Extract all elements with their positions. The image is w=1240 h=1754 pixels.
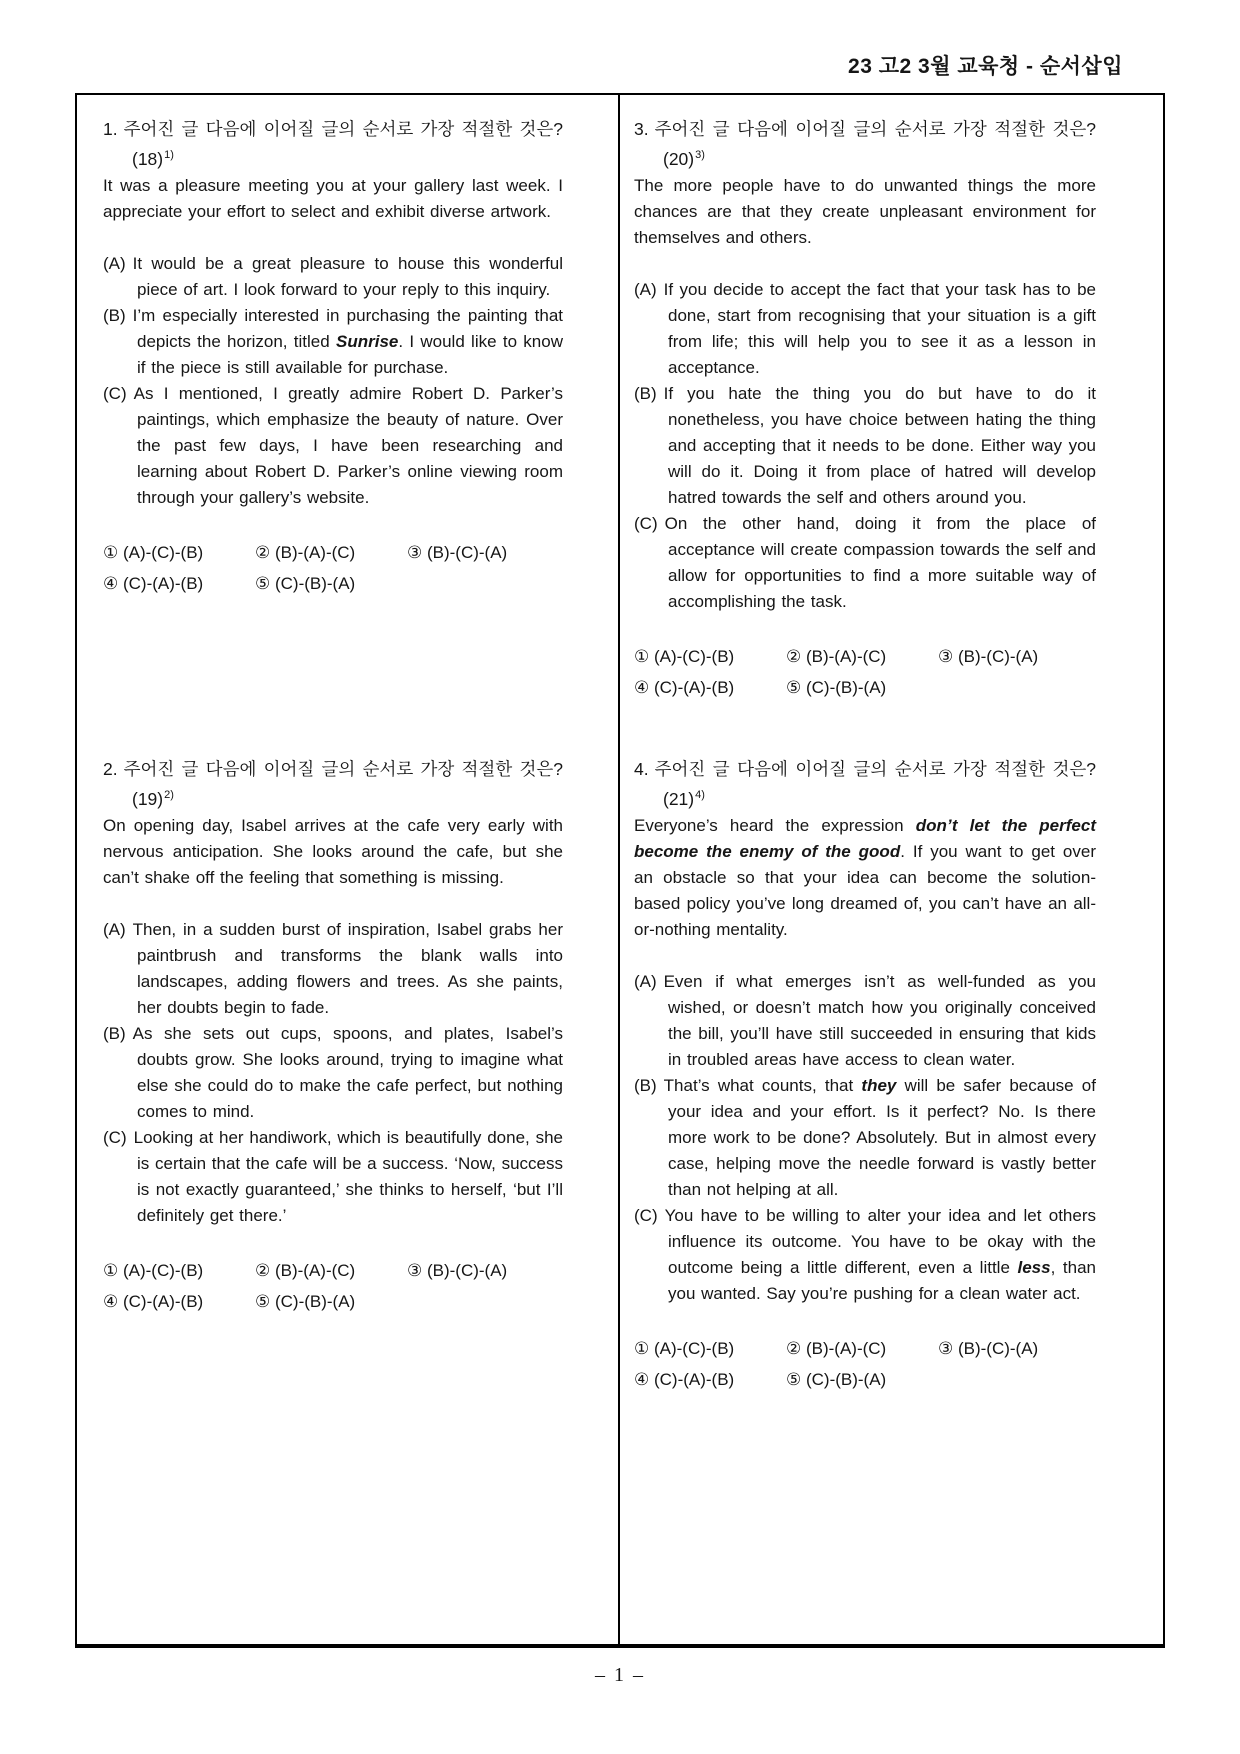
- emphasized-text: they: [861, 1075, 897, 1095]
- question-number: 1.: [103, 119, 118, 139]
- exam-sheet: [75, 93, 1165, 1648]
- emphasized-text: Sunrise: [336, 331, 399, 351]
- item-a: [634, 969, 1096, 1073]
- choice-option-2: ② (B)-(A)-(C): [255, 542, 356, 562]
- choice-option-5: ⑤ (C)-(B)-(A): [786, 677, 887, 697]
- choice-option-1: ① (A)-(C)-(B): [634, 1338, 735, 1358]
- choice-option-2: ② (B)-(A)-(C): [786, 1338, 887, 1358]
- question-ref: (19): [132, 788, 164, 809]
- choice-option-1: ① (A)-(C)-(B): [103, 1260, 204, 1280]
- choice-option-2: ② (B)-(A)-(C): [255, 1260, 356, 1280]
- choice-option-3: ③ (B)-(C)-(A): [407, 542, 508, 562]
- item-label: (B): [634, 383, 657, 403]
- item-text: As I mentioned, I greatly admire Robert D. Parker’s paintings, which emphasize the beauty of nature. Over the past few days, I have been researching and learning about Robert D. Parker’s online viewing room through your gallery’s website.: [133, 383, 563, 507]
- item-b: [103, 1021, 563, 1125]
- item-c: [634, 1203, 1096, 1307]
- choice-row: [634, 1333, 1096, 1364]
- choice-option-1: ① (A)-(C)-(B): [103, 542, 204, 562]
- question-prompt: 주어진 글 다음에 이어질 글의 순서로 가장 적절한 것은?: [123, 759, 563, 779]
- passage-items: [103, 917, 563, 1229]
- item-a: [103, 917, 563, 1021]
- passage-items: [103, 251, 563, 511]
- choice-option-5: ⑤ (C)-(B)-(A): [255, 573, 356, 593]
- question-header: [103, 756, 563, 812]
- answer-choices: [103, 1255, 563, 1317]
- item-label: (A): [634, 971, 657, 991]
- page-number: – 1 –: [595, 1664, 645, 1686]
- footnote-marker: 4): [695, 789, 705, 801]
- passage-stem: [634, 813, 1096, 943]
- item-text: It would be a great pleasure to house this wonderful piece of art. I look forward to your reply to this inquiry.: [132, 253, 563, 299]
- stem-text: . If you want to get over an obstacle so that your idea can become the solution-based policy you’ve long dreamed of, you can’t have an all-or-nothing mentality.: [634, 841, 1096, 939]
- item-text: On the other hand, doing it from the place of acceptance will create compassion towards the self and allow for opportunities to find a more suitable way of accomplishing the task.: [664, 513, 1096, 611]
- stem-text: The more people have to do unwanted things the more chances are that they create unpleasant environment for themselves and others.: [634, 175, 1096, 247]
- item-b: [103, 303, 563, 381]
- item-label: (A): [103, 919, 126, 939]
- page-title: 23 고2 3월 교육청 - 순서삽입: [848, 55, 1123, 78]
- item-label: (C): [103, 383, 127, 403]
- choice-option-4: ④ (C)-(A)-(B): [634, 677, 735, 697]
- answer-choices: [634, 1333, 1096, 1395]
- item-a: [634, 277, 1096, 381]
- emphasized-text: don’t let the perfect become the enemy of the good: [634, 815, 1096, 861]
- item-text: That’s what counts, that: [663, 1075, 862, 1095]
- item-c: [103, 381, 563, 511]
- emphasized-text: less: [1017, 1257, 1051, 1277]
- choice-row: [634, 1364, 1096, 1395]
- choice-option-4: ④ (C)-(A)-(B): [103, 573, 204, 593]
- choice-option-4: ④ (C)-(A)-(B): [103, 1291, 204, 1311]
- question-ref: (20): [663, 148, 695, 169]
- question-prompt: 주어진 글 다음에 이어질 글의 순서로 가장 적절한 것은?: [123, 119, 563, 139]
- question-ref: (21): [663, 788, 695, 809]
- item-label: (A): [103, 253, 126, 273]
- question-number: 2.: [103, 759, 118, 779]
- item-label: (B): [103, 1023, 126, 1043]
- choice-row: [634, 672, 1096, 703]
- item-b: [634, 381, 1096, 511]
- choice-option-3: ③ (B)-(C)-(A): [407, 1260, 508, 1280]
- item-text: . I would like to know if the piece is still available for purchase.: [137, 331, 563, 377]
- question-ref: (18): [132, 148, 164, 169]
- item-text: If you decide to accept the fact that your task has to be done, start from recognising that your situation is a gift from life; this will help you to see it as a lesson in acceptance.: [663, 279, 1096, 377]
- item-label: (A): [634, 279, 657, 299]
- choice-option-5: ⑤ (C)-(B)-(A): [786, 1369, 887, 1389]
- item-text: As she sets out cups, spoons, and plates, Isabel’s doubts grow. She looks around, trying to imagine what else she could do to make the cafe perfect, but nothing comes to mind.: [132, 1023, 563, 1121]
- choice-option-2: ② (B)-(A)-(C): [786, 646, 887, 666]
- item-a: [103, 251, 563, 303]
- question-4: [634, 756, 1096, 1395]
- choice-row: [103, 1255, 563, 1286]
- passage-items: [634, 969, 1096, 1307]
- question-number: 3.: [634, 119, 649, 139]
- item-text: Then, in a sudden burst of inspiration, Isabel grabs her paintbrush and transforms the blank walls into landscapes, adding flowers and trees. As she paints, her doubts begin to fade.: [132, 919, 563, 1017]
- question-number: 4.: [634, 759, 649, 779]
- choice-row: [634, 641, 1096, 672]
- choice-option-5: ⑤ (C)-(B)-(A): [255, 1291, 356, 1311]
- footnote-marker: 2): [164, 789, 174, 801]
- item-text: If you hate the thing you do but have to do it nonetheless, you have choice between hating the thing and accepting that it needs to be done. Either way you will do it. Doing it from place of hatred will develop hatred towards the self and others around you.: [663, 383, 1096, 507]
- question-1: [103, 116, 563, 756]
- item-label: (B): [103, 305, 126, 325]
- column-left: [77, 95, 620, 1644]
- item-text: Even if what emerges isn’t as well-funded as you wished, or doesn’t match how you originally conceived the bill, you’ll have still succeeded in ensuring that kids in troubled areas have access to clean water.: [663, 971, 1096, 1069]
- item-text: will be safer because of your idea and your effort. Is it perfect? No. Is there more work to be done? Absolutely. But in almost every case, helping move the needle forward is vastly better than not helping at all.: [668, 1075, 1096, 1199]
- passage-stem: [103, 813, 563, 891]
- question-3: [634, 116, 1096, 756]
- question-prompt: 주어진 글 다음에 이어질 글의 순서로 가장 적절한 것은?: [654, 119, 1096, 139]
- item-label: (B): [634, 1075, 657, 1095]
- choice-row: [103, 1286, 563, 1317]
- question-header: [103, 116, 563, 172]
- item-text: Looking at her handiwork, which is beautifully done, she is certain that the cafe will be a success. ‘Now, success is not exactly guaranteed,’ she thinks to herself, ‘but I’ll definitely get there.’: [133, 1127, 563, 1225]
- stem-text: It was a pleasure meeting you at your gallery last week. I appreciate your effort to select and exhibit diverse artwork.: [103, 175, 563, 221]
- choice-row: [103, 537, 563, 568]
- footnote-marker: 3): [695, 149, 705, 161]
- footnote-marker: 1): [164, 149, 174, 161]
- item-text: , than you wanted. Say you’re pushing for a clean water act.: [668, 1257, 1096, 1303]
- item-text: You have to be willing to alter your idea and let others influence its outcome. You have to be okay with the outcome being a little different, even a little: [664, 1205, 1096, 1277]
- item-label: (C): [634, 1205, 658, 1225]
- choice-row: [103, 568, 563, 599]
- question-2: [103, 756, 563, 1317]
- answer-choices: [634, 641, 1096, 703]
- choice-option-1: ① (A)-(C)-(B): [634, 646, 735, 666]
- choice-option-4: ④ (C)-(A)-(B): [634, 1369, 735, 1389]
- item-text: I’m especially interested in purchasing the painting that depicts the horizon, titled: [132, 305, 563, 351]
- item-label: (C): [103, 1127, 127, 1147]
- question-header: [634, 116, 1096, 172]
- item-label: (C): [634, 513, 658, 533]
- item-c: [634, 511, 1096, 615]
- stem-text: On opening day, Isabel arrives at the cafe very early with nervous anticipation. She looks around the cafe, but she can’t shake off the feeling that something is missing.: [103, 815, 563, 887]
- passage-stem: [103, 173, 563, 225]
- passage-stem: [634, 173, 1096, 251]
- item-b: [634, 1073, 1096, 1203]
- choice-option-3: ③ (B)-(C)-(A): [938, 646, 1039, 666]
- question-prompt: 주어진 글 다음에 이어질 글의 순서로 가장 적절한 것은?: [654, 759, 1096, 779]
- choice-option-3: ③ (B)-(C)-(A): [938, 1338, 1039, 1358]
- answer-choices: [103, 537, 563, 599]
- passage-items: [634, 277, 1096, 615]
- column-right: [620, 95, 1163, 1644]
- question-header: [634, 756, 1096, 812]
- item-c: [103, 1125, 563, 1229]
- stem-text: Everyone’s heard the expression: [634, 815, 916, 835]
